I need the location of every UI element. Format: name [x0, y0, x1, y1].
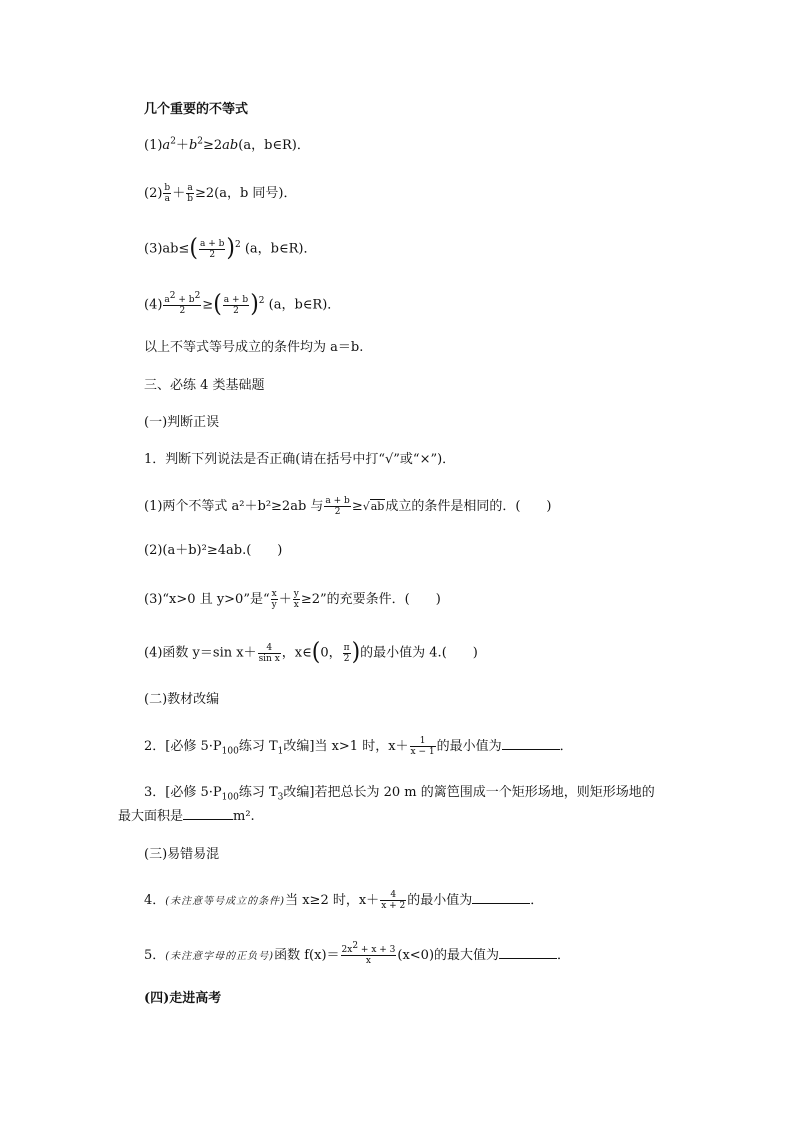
- question-3-line-2: 最大面积是 m².: [118, 809, 255, 824]
- question-4: 4．(未注意等号成立的条件)当 x≥2 时，x＋ $\frac{4}{x + 2}$ 的最小值为 ．: [144, 890, 544, 911]
- answer-blank-4[interactable]: [472, 891, 530, 904]
- answer-blank-2[interactable]: [502, 737, 560, 750]
- subsection-1: (一)判断正误: [144, 415, 220, 430]
- inequality-4: (4) $\frac{a^2 + b^2}{2}$ ≥( $\frac{a + b}{2}$ )$^2$ (a，b∈R)．: [144, 290, 341, 319]
- subsection-4: (四)走进高考: [144, 991, 222, 1006]
- inequality-1: $(1)a^2+b^2\ge 2ab(a$，b∈R)．: [144, 136, 310, 153]
- question-5: 5．(未注意字母的正负号)函数 f(x)＝ $\frac{2x^2 + x + 3}{x}$ (x<0)的最大值为 ．: [144, 941, 571, 966]
- question-1-4: (4)函数 y＝sin x＋ $\frac{4}{\text{sin x}}$ ，x∈(0， $\frac{\pi}{2}$ )的最小值为 4.( ): [144, 638, 478, 667]
- question-1-3: (3)“x>0 且 y>0”是“ $\frac{x}{y}$ ＋ $\frac{y}{x}$ ≥2”的充要条件．( ): [144, 589, 441, 610]
- heading-inequalities: 几个重要的不等式: [144, 102, 249, 117]
- question-3-line-1: 3．[必修 $5\cdot P_{100}$练习 $T_3$改编]若把总长为 20 m 的篱笆围成一个矩形场地，则矩形场地的: [144, 785, 655, 803]
- section-3-title: 三、必练 4 类基础题: [144, 378, 265, 393]
- answer-blank-5[interactable]: [499, 946, 557, 959]
- subsection-3: (三)易错易混: [144, 847, 220, 862]
- question-2: 2．[必修 $5\cdot P_{100}$练习 $T_1$改编]当 x>1 时，x＋ $\frac{1}{x - 1}$ 的最小值为 ．: [144, 736, 573, 757]
- inequality-3: (3)ab≤( $\frac{a + b}{2}$ )$^2$ (a，b∈R)．: [144, 234, 317, 263]
- question-1: 1．判断下列说法是否正确(请在括号中打“√”或“×”)．: [144, 452, 456, 467]
- inequality-2: (2) $\frac{b}{a}$ ＋ $\frac{a}{b}$ ≥2(a，b 同号)．: [144, 183, 297, 204]
- question-1-2: (2)(a＋b)²≥4ab.( ): [144, 543, 283, 558]
- subsection-2: (二)教材改编: [144, 692, 220, 707]
- equality-note: 以上不等式等号成立的条件均为 a＝b.: [144, 340, 364, 355]
- answer-blank-3[interactable]: [183, 807, 233, 820]
- question-1-1: (1)两个不等式 a²＋b²≥2ab 与 $\frac{a + b}{2}$ ≥√ab成立的条件是相同的．( ): [144, 496, 552, 517]
